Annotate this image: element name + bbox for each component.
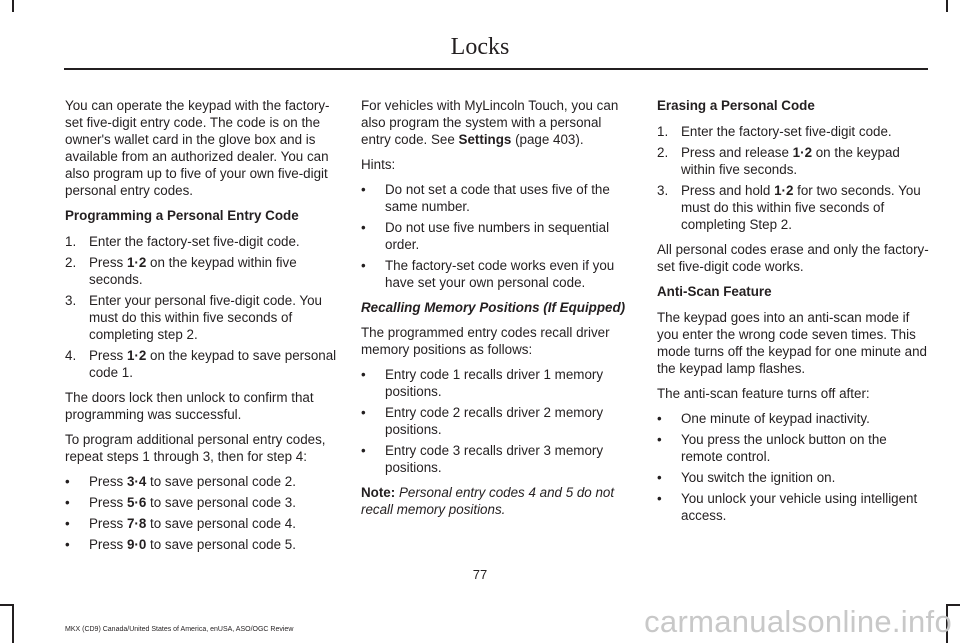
settings-reference: Settings <box>458 132 512 147</box>
key-combo: 3·4 <box>126 474 147 489</box>
item-text: Press <box>89 474 127 489</box>
step-text: Press <box>89 348 127 363</box>
crop-mark-bottom-left-h <box>0 604 12 606</box>
crop-mark-top-right <box>946 0 948 12</box>
item-text: Entry code 3 recalls driver 3 memory positions. <box>385 443 604 475</box>
list-item <box>657 431 929 465</box>
crop-mark-bottom-left-v <box>12 604 14 643</box>
item-text: Press <box>89 495 127 510</box>
list-item <box>361 257 633 291</box>
item-text: Do not use five numbers in sequential order. <box>385 220 610 252</box>
crop-mark-top-left <box>12 0 14 12</box>
list-item <box>361 219 633 253</box>
step-number: 2. <box>65 255 77 270</box>
additional-paragraph: To program additional personal entry codes, repeat steps 1 through 3, then for step 4: <box>65 432 326 464</box>
bullet-icon: • <box>361 405 366 420</box>
column-3 <box>657 97 929 532</box>
item-text: You switch the ignition on. <box>681 470 836 485</box>
note-label: Note: <box>361 485 396 500</box>
bullet-icon: • <box>657 432 662 447</box>
programming-heading: Programming a Personal Entry Code <box>65 208 299 223</box>
item-text: Press <box>89 516 127 531</box>
step-number: 2. <box>657 145 669 160</box>
list-item <box>361 366 633 400</box>
confirm-paragraph: The doors lock then unlock to confirm that programming was successful. <box>65 390 314 422</box>
programming-steps <box>65 233 337 381</box>
step-number: 4. <box>65 348 77 363</box>
step-number: 3. <box>657 183 669 198</box>
list-item <box>657 490 929 524</box>
key-combo: 5·6 <box>126 495 147 510</box>
item-text: Entry code 1 recalls driver 1 memory positions. <box>385 367 604 399</box>
step-text: on the keypad within five seconds. <box>89 255 297 287</box>
antiscan-off: The anti-scan feature turns off after: <box>657 386 870 401</box>
list-item <box>657 123 929 140</box>
bullet-icon: • <box>361 443 366 458</box>
antiscan-list <box>657 410 929 524</box>
recall-intro: The programmed entry codes recall driver memory positions as follows: <box>361 325 610 357</box>
key-combo: 9·0 <box>126 537 147 552</box>
paragraph-text: (page 403). <box>511 132 584 147</box>
step-text: Press and release <box>681 145 793 160</box>
antiscan-intro: The keypad goes into an anti-scan mode if you enter the wrong code seven times. This mode turns off the keypad for one minute and the keypad lamp flashes. <box>657 310 927 376</box>
item-text: to save personal code 2. <box>146 474 296 489</box>
key-combo: 1·2 <box>792 145 813 160</box>
bullet-icon: • <box>65 495 70 510</box>
list-item <box>361 181 633 215</box>
key-combo: 1·2 <box>126 348 147 363</box>
document-info: MKX (CD9) Canada/United States of America, enUSA, ASO/OGC Review <box>65 626 294 633</box>
list-item <box>657 469 929 486</box>
item-text: Do not set a code that uses five of the same number. <box>385 182 610 214</box>
save-code-list <box>65 473 337 553</box>
watermark: carmanualsonline.info <box>644 604 952 639</box>
list-item <box>65 494 337 511</box>
step-number: 1. <box>65 234 77 249</box>
key-combo: 1·2 <box>126 255 147 270</box>
bullet-icon: • <box>657 411 662 426</box>
bullet-icon: • <box>65 516 70 531</box>
bullet-icon: • <box>65 474 70 489</box>
list-item <box>65 347 337 381</box>
erase-steps <box>657 123 929 233</box>
bullet-icon: • <box>361 220 366 235</box>
paragraph-text: For vehicles with MyLincoln Touch, you can also program the system with a personal entry code. See <box>361 98 619 147</box>
bullet-icon: • <box>657 491 662 506</box>
item-text: Press <box>89 537 127 552</box>
list-item <box>65 233 337 250</box>
note-paragraph <box>361 484 633 518</box>
step-text: Enter your personal five-digit code. You must do this within five seconds of completing step 2. <box>89 293 322 342</box>
list-item <box>361 404 633 438</box>
antiscan-heading: Anti-Scan Feature <box>657 284 772 299</box>
step-number: 3. <box>65 293 77 308</box>
key-combo: 1·2 <box>774 183 794 198</box>
page-number: 77 <box>472 567 488 582</box>
bullet-icon: • <box>65 537 70 552</box>
hints-list <box>361 181 633 291</box>
bullet-icon: • <box>361 367 366 382</box>
bullet-icon: • <box>361 258 366 273</box>
item-text: You press the unlock button on the remote control. <box>681 432 887 464</box>
mylincoln-paragraph <box>361 97 633 148</box>
page-title: Locks <box>450 34 510 60</box>
item-text: One minute of keypad inactivity. <box>681 411 870 426</box>
list-item <box>65 536 337 553</box>
recall-list <box>361 366 633 476</box>
item-text: to save personal code 3. <box>146 495 296 510</box>
list-item <box>657 410 929 427</box>
item-text: The factory-set code works even if you have set your own personal code. <box>385 258 615 290</box>
step-text: Press and hold <box>681 183 775 198</box>
item-text: Entry code 2 recalls driver 2 memory positions. <box>385 405 604 437</box>
list-item <box>65 292 337 343</box>
list-item <box>65 515 337 532</box>
step-text: Enter the factory-set five-digit code. <box>89 234 300 249</box>
bullet-icon: • <box>657 470 662 485</box>
list-item <box>65 473 337 490</box>
key-combo: 7·8 <box>126 516 147 531</box>
intro-paragraph: You can operate the keypad with the factory-set five-digit entry code. The code is on the owner's wallet card in the glove box and is available from an authorized dealer. You can also program up to five of your own five-digit personal entry codes. <box>65 98 330 198</box>
bullet-icon: • <box>361 182 366 197</box>
step-text: for two seconds. You must do this within five seconds of completing Step 2. <box>681 183 921 232</box>
list-item <box>361 442 633 476</box>
recall-heading: Recalling Memory Positions (If Equipped) <box>361 300 626 315</box>
item-text: to save personal code 4. <box>146 516 296 531</box>
list-item <box>65 254 337 288</box>
step-text: Press <box>89 255 127 270</box>
step-text: Enter the factory-set five-digit code. <box>681 124 892 139</box>
list-item <box>657 182 929 233</box>
item-text: You unlock your vehicle using intelligent access. <box>681 491 918 523</box>
column-1 <box>65 97 337 561</box>
header-rule <box>64 68 928 70</box>
list-item <box>657 144 929 178</box>
item-text: to save personal code 5. <box>146 537 296 552</box>
erase-result: All personal codes erase and only the factory-set five-digit code works. <box>657 242 929 274</box>
step-text: on the keypad within five seconds. <box>681 145 900 177</box>
erase-heading: Erasing a Personal Code <box>657 98 815 113</box>
column-2 <box>361 97 633 526</box>
step-number: 1. <box>657 124 669 139</box>
step-text: on the keypad to save personal code 1. <box>89 348 337 380</box>
hints-label: Hints: <box>361 157 396 172</box>
note-text: Personal entry codes 4 and 5 do not recall memory positions. <box>361 485 615 517</box>
